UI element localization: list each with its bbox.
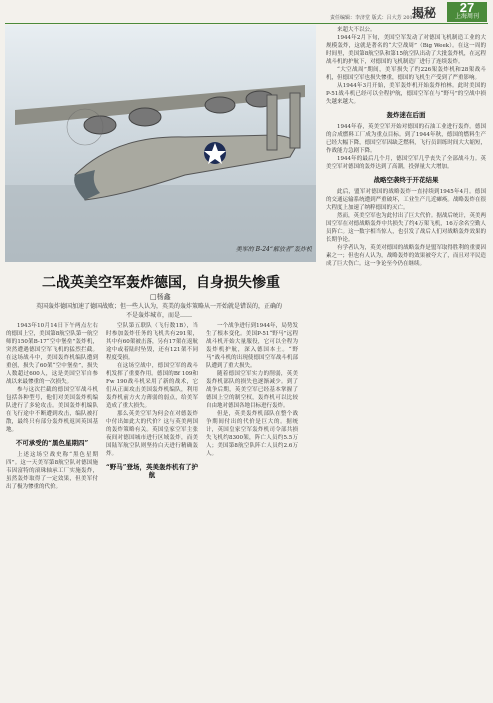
publication-name: 上海周刊 [454, 14, 479, 20]
paragraph: 一个战争进行到1944年，局势发生了根本变化。美国P-51“野马”远程战斗机开始大量服役，它可以全程为轰炸机护航，深入德国本土。“野马”战斗机的出现使德国空军战斗机部队遭到了重大损失。 [206, 323, 298, 369]
bomber-photo [5, 25, 316, 262]
paragraph: 来超大不以公。 [337, 27, 376, 33]
paragraph: “大空战周”期间，美军损失了约226架轰炸机和28架战斗机，但德国空军也损失惨重，德国的飞机生产受到了严重影响。 [326, 67, 486, 81]
page-number: 27 [459, 0, 475, 15]
paragraph: 此后，盟军对德国的战略轰炸一直持续到1945年4月。德国的交通运输系统遭到严重破坏，工业生产几近瘫痪。战略轰炸在很大程度上加速了纳粹德国的灭亡。 [326, 189, 486, 211]
article-byline: □杨鑫 [150, 293, 171, 301]
page-header [0, 0, 493, 22]
paragraph: 1944年春，英美空军开始对德国的石油工业进行轰炸。德国的合成燃料工厂成为重点目标。到了1944年秋，德国的燃料生产已经大幅下降，德国空军因缺乏燃料，飞行员训练时间大大缩短，作战能力急剧下降。 [326, 124, 486, 154]
paragraph: 在这场空战中，德国空军的战斗机发挥了重要作用。德国的Bf 109和Fw 190战斗机采用了新的战术，它们从正面攻击美国轰炸机编队，利用轰炸机前方火力薄弱的弱点，给美军造成了重大损失。 [106, 363, 198, 409]
article-lead: 英国轰炸德国加速了德国战败；但一些人认为，英美的轰炸策略从一开始就是错误的，正确的不是轰炸城市，而是…… [35, 303, 282, 319]
page-number-box [447, 2, 487, 22]
editor-line: 责任编辑：李济堂 版式：吕大芳 2018.2.2 [330, 15, 426, 21]
paragraph: 随着德国空军实力的削弱，英美轰炸机部队的损失也逐渐减少。到了战争后期，英美空军已经基本掌握了德国上空的制空权，轰炸机可以比较自由地对德国各地目标进行轰炸。 [206, 371, 298, 409]
article-column-right [326, 26, 486, 696]
paragraph: 那么英美空军为何会在对德轰炸中付出如此大的代价？这与英美两国的轰炸策略有关。英国皇家空军主张夜间对德国城市进行区域轰炸，而美国陆军航空队则坚持白天进行精确轰炸。 [106, 411, 198, 457]
subheading: 轰炸迷在后面 [386, 111, 426, 119]
paragraph: 然而，英美空军也为此付出了巨大代价。据战后统计，英美两国空军在对德战略轰炸中共损失了约4万架飞机，16万余名空勤人员阵亡。这一数字相当惊人，也引发了战后人们对战略轰炸效果的长期争论。 [326, 213, 486, 243]
article-headline: 二战英美空军轰炸德国，自身损失惨重 [42, 275, 280, 291]
paragraph: 1944年2月下旬，美国空军发动了对德国飞机制造工业的大规模轰炸，这就是著名的“大空战周”（Big Week）。在这一周的时间里，美国第8航空队和第15航空队出动了大批轰炸机，在远程战斗机的护航下，对德国的飞机制造厂进行了连续轰炸。 [326, 35, 486, 65]
paragraph: 有学者认为，英美对德国的战略轰炸是盟军取得胜利的重要因素之一；但也有人认为，战略轰炸的效果被夸大了，而且对平民造成了巨大伤亡。这一争论至今仍在继续。 [326, 245, 486, 267]
article-column-1 [6, 322, 98, 697]
subheading: 不可承受的“黑色星期四” [15, 439, 89, 447]
paragraph: 空队第五联队（飞行数1B），当时参加轰炸任务的飞机共有291架，其中有60架被击落，另有17架在返航途中或着陆时坠毁，还有121架不同程度受损。 [106, 323, 198, 361]
photo-caption: 美军的 B-24“解放者”轰炸机 [235, 246, 312, 253]
subheading: “野马”登场，英美轰炸机有了护航 [106, 463, 198, 479]
paragraph: 参与这次拦截的德国空军战斗机包括各种型号，他们对美国轰炸机编队进行了多轮攻击。美国轰炸机编队在飞行途中不断遭到攻击，编队被打散，最终只有部分轰炸机返回英国基地。 [6, 387, 98, 433]
paragraph: 但是，英美轰炸机部队在整个战争期间付出的代价是巨大的。据统计，英国皇家空军轰炸机司令部共损失飞机约8300架，阵亡人员约5.5万人；美国第8航空队阵亡人员约2.6万人。 [206, 411, 298, 457]
article-column-2 [106, 322, 198, 697]
paragraph: 1943年10月14日下午两点左右的德国上空，美国第8航空队第一航空师的150架B-17“空中堡垒”轰炸机，突然遭遇德国空军飞机的猛烈拦截。在这场战斗中，美国轰炸机编队遭到重创，损失了60架“空中堡垒”，损失人数超过600人，这是美国空军自参战以来最惨重的一次损失。 [6, 323, 98, 385]
paragraph: 从1944年3月开始，美军轰炸机开始轰炸柏林。此时美国的P-51战斗机已经可以全程护航，德国空军在与“野马”的空战中损失越来越大。 [326, 83, 486, 105]
paragraph: 1944年的最后几个月，德国空军几乎丧失了全部战斗力。英美空军对德国的轰炸达到了高潮，投弹量大大增加。 [326, 156, 486, 170]
subheading: 战略空袭终于开花结果 [373, 176, 439, 184]
header-rule [5, 23, 488, 24]
article-column-3 [206, 322, 298, 697]
paragraph: 上述这场空战史称“黑色星期四”。这一天美军第8航空队对德国施韦因富特的滚珠轴承工厂实施轰炸，虽然轰炸取得了一定效果，但美军付出了极为惨重的代价。 [6, 452, 98, 490]
section-title: 揭秘 [412, 6, 437, 20]
